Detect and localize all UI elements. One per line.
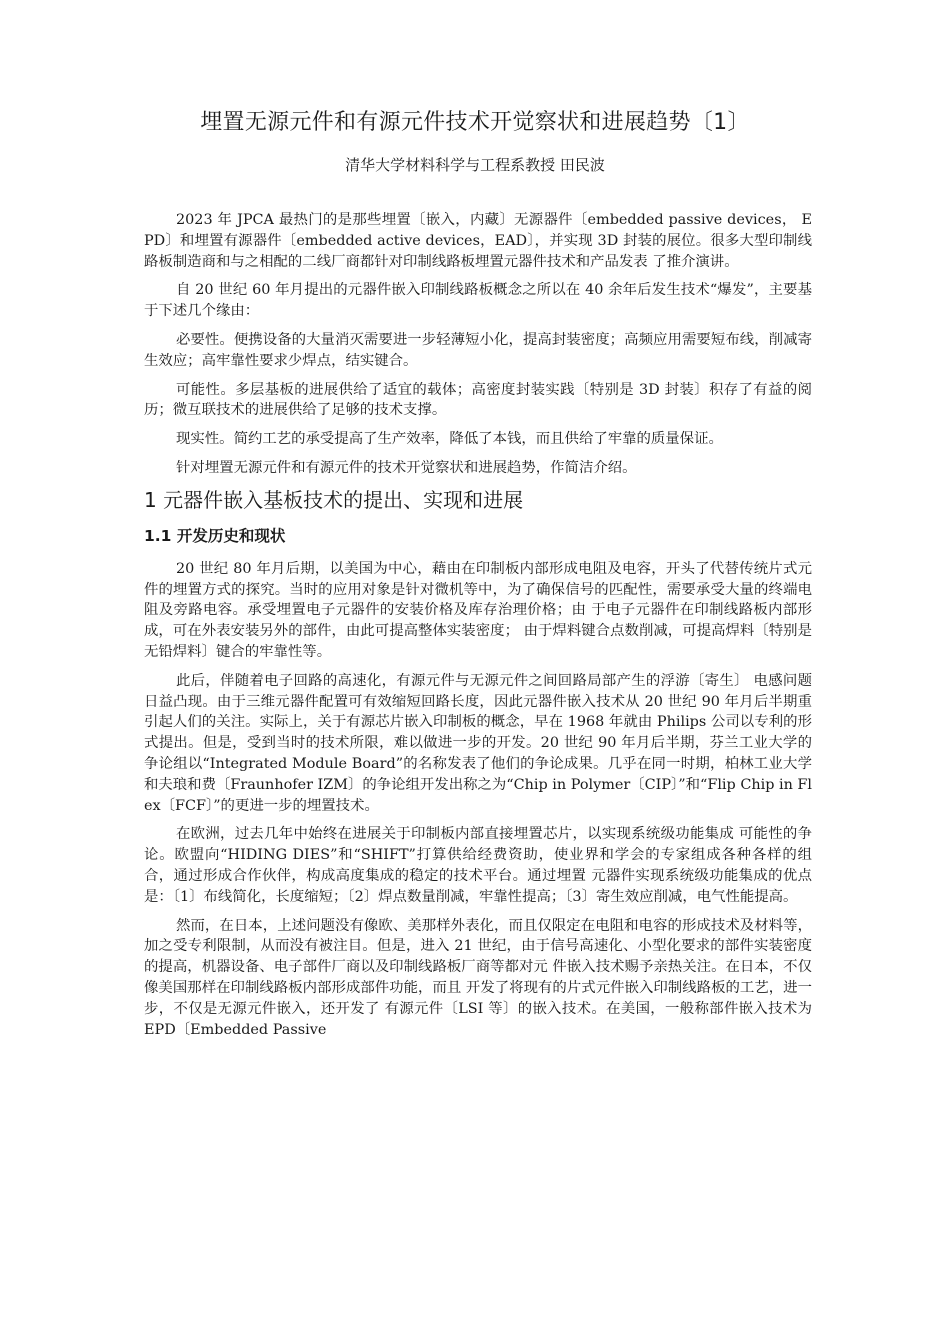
intro-paragraph: 自 20 世纪 60 年月提出的元器件嵌入印制线路板概念之所以在 40 余年后发生技术“爆发”，主要基于下述几个缘由： <box>144 282 812 320</box>
body-paragraph: 在欧洲，过去几年中始终在进展关于印制板内部直接埋置芯片，以实现系统级功能集成 可能性的争论。欧盟向“HIDING DIES”和“SHIFT”打算供给经费资助，使业界和学会的专家组成各种各样的组合，通过形成合作伙伴，构成高度集成的稳定的技术平台。通过埋置 元器件实现系统级功能集成的优点是：〔1〕布线简化，长度缩短；〔2〕焊点数量削减，牢靠性提高；〔3〕寄生效应削减，电气性能提高。 <box>144 826 812 905</box>
intro-paragraph: 2023 年 JPCA 最热门的是那些埋置〔嵌入，内藏〕无源器件〔embedded passive devices， EPD〕和埋置有源器件〔embedded active devices，EAD〕，并实现 3D 封装的展位。很多大型印制线路板制造商和与之相配的二线厂商都针对印制线路板埋置元器件技术和产品发表 了推介演讲。 <box>144 212 812 270</box>
intro-paragraph: 现实性。简约工艺的承受提高了生产效率，降低了本钱，而且供给了牢靠的质量保证。 <box>176 431 723 448</box>
document-title: 埋置无源元件和有源元件技术开觉察状和进展趋势〔1〕 <box>200 110 750 135</box>
intro-paragraph: 必要性。便携设备的大量消灭需要进一步轻薄短小化，提高封装密度；高频应用需要短布线，削减寄生效应；高牢靠性要求少焊点，结实键合。 <box>144 331 812 369</box>
body-paragraph: 此后，伴随着电子回路的高速化，有源元件与无源元件之间回路局部产生的浮游〔寄生〕 电感问题日益凸现。由于三维元器件配置可有效缩短回路长度，因此元器件嵌入技术从 20 世纪 90 年月后半期重引起人们的关注。实际上，关于有源芯片嵌入印制板的概念，早在 1968 年就由 Philips 公司以专利的形式提出。但是，受到当时的技术所限，难以做进一步的开发。20 世纪 90 年月后半期，芬兰工业大学的争论组以“Integrated Module Board”的名称发表了他们的争论成果。几乎在同一时期，柏林工业大学和夫琅和费〔Fraunhofer IZM〕的争论组开发出称之为“Chip in Polymer〔CIP〕”和“Flip Chip in Flex〔FCF〕”的更进一步的埋置技术。 <box>144 672 813 814</box>
body-paragraph: 20 世纪 80 年月后期，以美国为中心，藉由在印制板内部形成电阻及电容，开头了代替传统片式元件的埋置方式的探究。当时的应用对象是针对微机等中，为了确保信号的匹配性，需要承受大量的终端电阻及旁路电容。承受埋置电子元器件的安装价格及库存治理价格；由 于电子元器件在印制线路板内部形成，可在外表安装另外的部件，由此可提高整体实装密度； 由于焊料键合点数削减，可提高焊料〔特别是无铅焊料〕键合的牢靠性等。 <box>144 560 812 660</box>
section-heading: 1 元器件嵌入基板技术的提出、实现和进展 <box>144 487 524 512</box>
author-line: 清华大学材料科学与工程系教授 田民波 <box>345 156 605 174</box>
subsection-heading: 1.1 开发历史和现状 <box>144 526 286 545</box>
document-body <box>144 210 812 1048</box>
body-paragraph: 然而，在日本，上述问题没有像欧、美那样外表化，而且仅限定在电阻和电容的形成技术及材料等，加之受专利限制，从而没有被注目。但是，进入 21 世纪，由于信号高速化、小型化要求的部件实装密度的提高，机器设备、电子部件厂商以及印制线路板厂商等都对元 件嵌入技术赐予亲热关注。在日本，不仅像美国那样在印制线路板内部形成部件功能，而且 开发了将现有的片式元件嵌入印制线路板的工艺，进一步，不仅是无源元件嵌入，还开发了 有源元件〔LSI 等〕的嵌入技术。在美国，一般称部件嵌入技术为 EPD〔Embedded Passive <box>144 917 812 1038</box>
intro-paragraph: 针对埋置无源元件和有源元件的技术开觉察状和进展趋势，作简洁介绍。 <box>176 459 637 476</box>
intro-paragraph: 可能性。多层基板的进展供给了适宜的载体；高密度封装实践〔特别是 3D 封装〕积存了有益的阅历；微互联技术的进展供给了足够的技术支撑。 <box>144 381 812 419</box>
